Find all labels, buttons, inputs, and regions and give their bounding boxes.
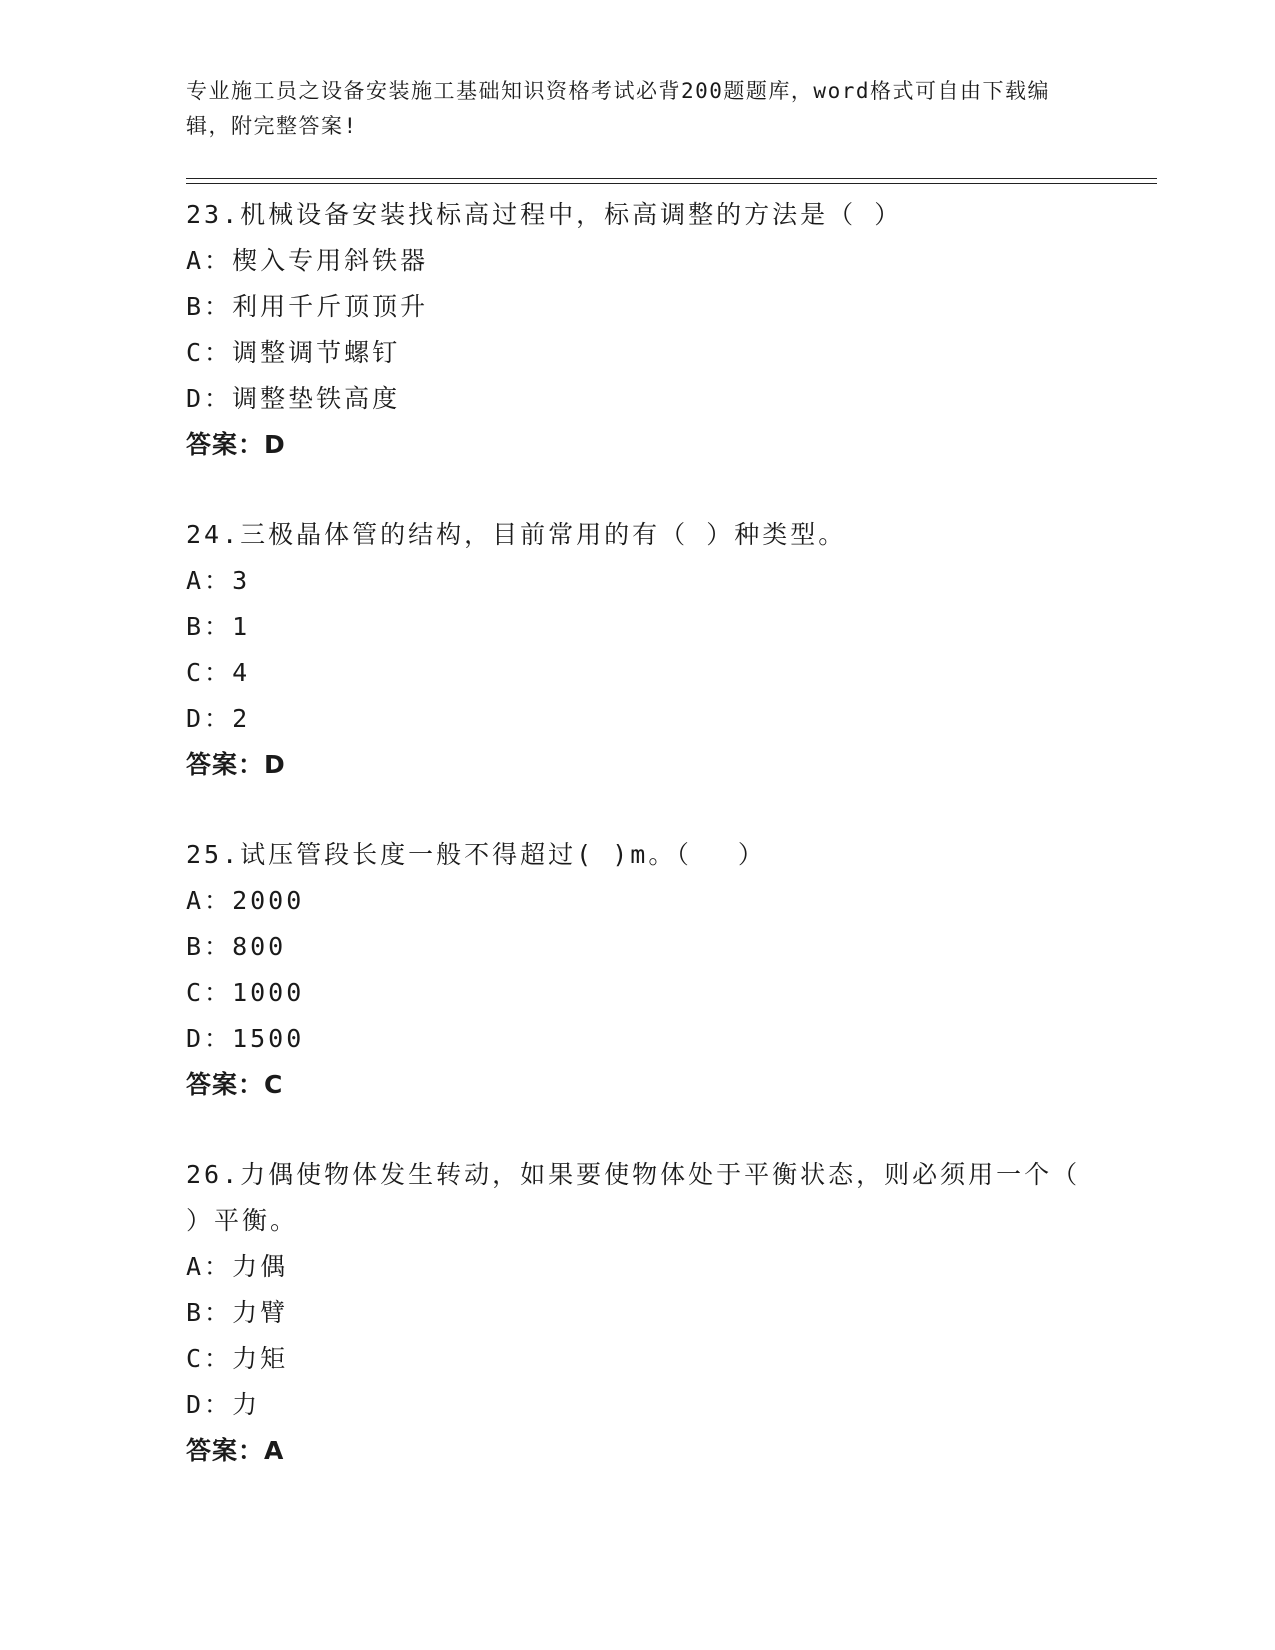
option-text: 力 — [232, 1390, 261, 1419]
option-letter: B： — [186, 292, 233, 321]
option-text: 4 — [232, 658, 251, 687]
option-letter: D： — [186, 1024, 233, 1053]
option-text: 调整调节螺钉 — [232, 338, 401, 367]
option-text: 3 — [232, 566, 251, 595]
option-letter: C： — [186, 658, 233, 687]
option-text: 2 — [232, 704, 251, 733]
option-text: 2000 — [232, 886, 305, 915]
option-b — [186, 284, 1086, 330]
question-24 — [186, 512, 1086, 788]
option-d — [186, 696, 1086, 742]
option-a — [186, 558, 1086, 604]
question-23 — [186, 192, 1086, 468]
option-letter: C： — [186, 1344, 233, 1373]
option-c — [186, 970, 1086, 1016]
option-b — [186, 604, 1086, 650]
answer-line: 答案：A — [186, 1436, 285, 1465]
option-letter: A： — [186, 246, 233, 275]
question-text: 23.机械设备安装找标高过程中，标高调整的方法是（ ） — [186, 200, 903, 229]
answer-line: 答案：D — [186, 750, 286, 779]
option-text: 1 — [232, 612, 251, 641]
question-25 — [186, 832, 1086, 1108]
option-text: 力臂 — [232, 1298, 289, 1327]
option-b — [186, 1290, 1086, 1336]
option-letter: C： — [186, 338, 233, 367]
option-text: 力偶 — [232, 1252, 289, 1281]
option-letter: B： — [186, 932, 233, 961]
header-rule-top — [186, 178, 1157, 179]
option-letter: A： — [186, 1252, 233, 1281]
option-text: 1500 — [232, 1024, 305, 1053]
option-letter: D： — [186, 704, 233, 733]
header-rule-bottom — [186, 183, 1157, 184]
option-c — [186, 330, 1086, 376]
option-letter: A： — [186, 886, 233, 915]
option-c — [186, 650, 1086, 696]
option-d — [186, 1016, 1086, 1062]
option-letter: B： — [186, 1298, 233, 1327]
option-d — [186, 1382, 1086, 1428]
option-text: 1000 — [232, 978, 305, 1007]
option-letter: D： — [186, 1390, 233, 1419]
option-letter: B： — [186, 612, 233, 641]
question-text: 25.试压管段长度一般不得超过( )m。（ ） — [186, 840, 766, 869]
option-text: 楔入专用斜铁器 — [232, 246, 429, 275]
option-d — [186, 376, 1086, 422]
option-a — [186, 878, 1086, 924]
option-letter: C： — [186, 978, 233, 1007]
option-text: 力矩 — [232, 1344, 289, 1373]
option-text: 利用千斤顶顶升 — [232, 292, 429, 321]
question-text: 24.三极晶体管的结构，目前常用的有（ ）种类型。 — [186, 520, 847, 549]
option-letter: A： — [186, 566, 233, 595]
option-c — [186, 1336, 1086, 1382]
question-list — [186, 192, 1086, 1518]
option-b — [186, 924, 1086, 970]
option-a — [186, 238, 1086, 284]
answer-line: 答案：C — [186, 1070, 284, 1099]
question-text: 26.力偶使物体发生转动，如果要使物体处于平衡状态，则必须用一个（ ）平衡。 — [186, 1160, 1081, 1235]
option-text: 800 — [232, 932, 287, 961]
answer-line: 答案：D — [186, 430, 286, 459]
question-26 — [186, 1152, 1086, 1474]
option-letter: D： — [186, 384, 233, 413]
option-text: 调整垫铁高度 — [232, 384, 401, 413]
document-header: 专业施工员之设备安装施工基础知识资格考试必背200题题库，word格式可自由下载编辑，附完整答案! — [186, 79, 1050, 138]
option-a — [186, 1244, 1086, 1290]
